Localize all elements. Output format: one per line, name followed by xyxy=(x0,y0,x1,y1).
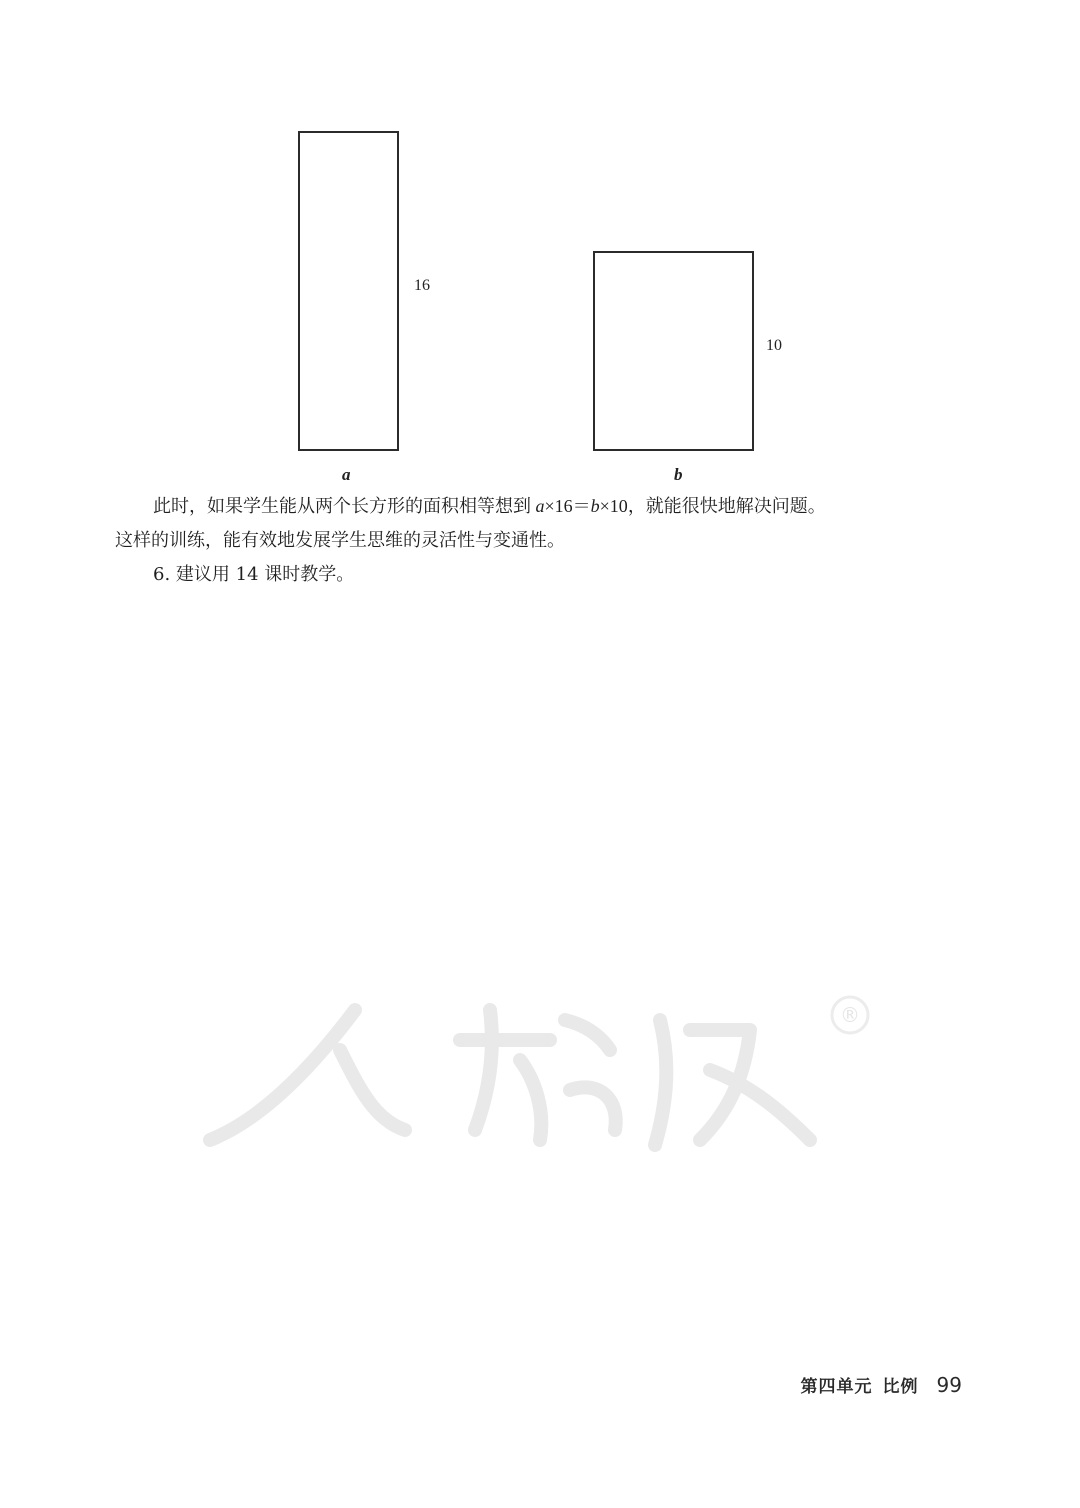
area-equation xyxy=(531,496,628,516)
rectangle-b xyxy=(593,251,754,451)
equation-part-2: ×10 xyxy=(599,496,628,516)
publisher-watermark-logo xyxy=(190,980,890,1170)
page-number: 99 xyxy=(936,1373,962,1397)
teaching-hours-note xyxy=(115,558,985,592)
page-footer xyxy=(801,1372,962,1397)
equation-var-b: b xyxy=(590,496,600,516)
rectangle-b-width-label: b xyxy=(674,465,683,484)
rectangle-a-width-label: a xyxy=(342,465,351,484)
equation-part-1: ×16＝ xyxy=(544,496,591,516)
rectangle-b-height-label: 10 xyxy=(766,337,782,354)
explanation-paragraph xyxy=(115,489,985,558)
rectangle-figure xyxy=(0,0,1080,500)
paragraph-line-2: 这样的训练，能有效地发展学生思维的灵活性与变通性。 xyxy=(115,530,565,551)
equation-var-a: a xyxy=(535,496,545,516)
paragraph-line-1 xyxy=(115,489,985,524)
rectangle-a xyxy=(298,131,399,451)
rectangle-a-height-label: 16 xyxy=(414,277,430,294)
registered-mark: ® xyxy=(840,1003,860,1027)
footer-section-title: 比例 xyxy=(882,1377,919,1397)
paragraph-line-1-prefix: 此时，如果学生能从两个长方形的面积相等想到 xyxy=(153,496,531,517)
teaching-hours-line: 6. 建议用 14 课时教学。 xyxy=(153,564,355,585)
footer-unit-title: 第四单元 xyxy=(800,1377,873,1397)
paragraph-line-1-suffix: ，就能很快地解决问题。 xyxy=(627,496,826,517)
